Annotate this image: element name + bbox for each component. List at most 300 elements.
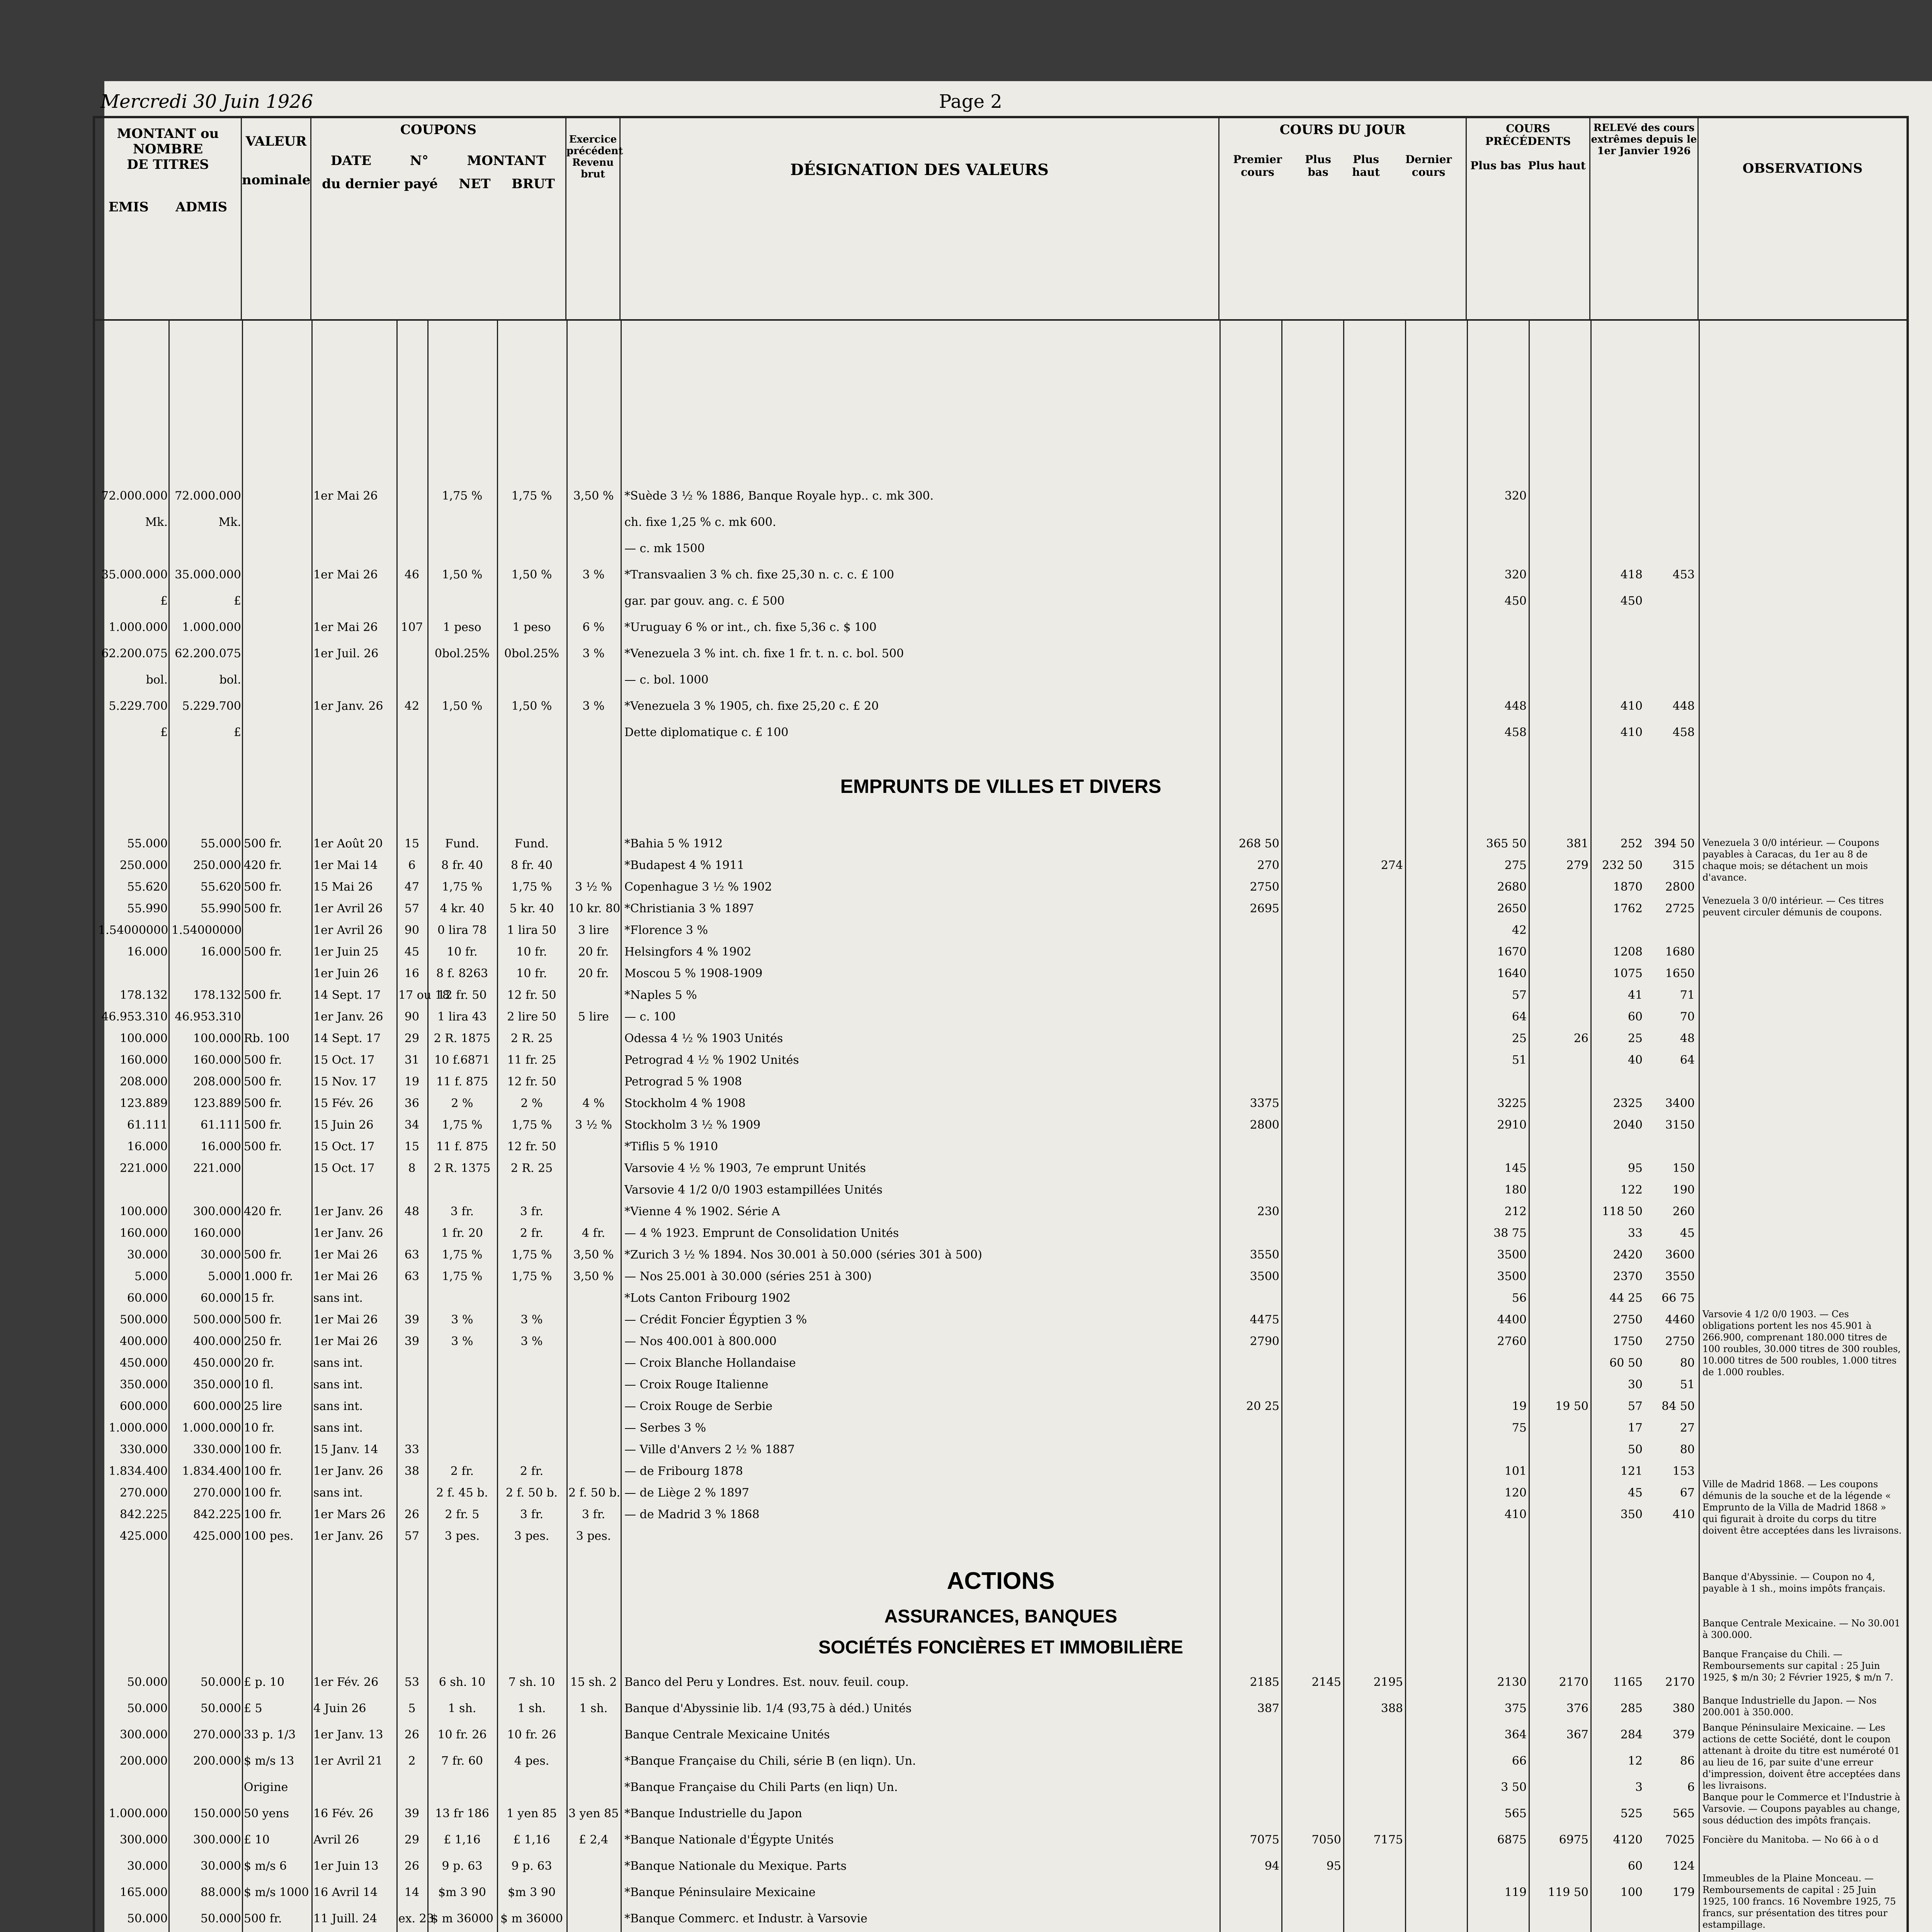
cell-brut: 2 lire 50 (507, 1010, 556, 1024)
table-row (95, 1075, 1906, 1088)
cell-net: 8 fr. 40 (441, 859, 483, 872)
cell-val: 500 fr. (244, 1053, 282, 1067)
cell-rh: 124 (1672, 1859, 1695, 1873)
cell-rh: 66 75 (1662, 1291, 1695, 1305)
cell-date: 1er Mai 26 (313, 621, 378, 634)
cell-n: 33 (404, 1443, 420, 1456)
cell-rb: 1762 (1613, 902, 1643, 915)
cell-emis: 250.000 (119, 859, 168, 872)
cell-net: 2 fr. 5 (445, 1508, 480, 1521)
cell-des: Banque Centrale Mexicaine Unités (624, 1728, 830, 1742)
observation-note: Banque Centrale Mexicaine. — No 30.001 à 300.000. (1702, 1618, 1901, 1640)
table-row (95, 1421, 1906, 1434)
cell-admis: 1.834.400 (182, 1464, 241, 1478)
cell-emis: 300.000 (119, 1833, 168, 1847)
cell-val: 420 fr. (244, 859, 282, 872)
cell-emis: 30.000 (127, 1859, 168, 1873)
cell-date: 1er Juin 25 (313, 945, 379, 959)
cell-emis: 30.000 (127, 1248, 168, 1262)
cell-rb: 2325 (1613, 1097, 1643, 1110)
cell-rh: 458 (1672, 726, 1695, 739)
cell-rh: 150 (1672, 1162, 1695, 1175)
table-row (95, 967, 1906, 980)
cell-net: 13 fr 186 (435, 1807, 489, 1820)
cell-emis: Mk. (145, 515, 168, 529)
cell-rev: 20 fr. (578, 945, 609, 959)
cell-emis: 300.000 (119, 1728, 168, 1742)
cell-emis: 208.000 (119, 1075, 168, 1088)
cell-cb: 38 75 (1493, 1226, 1527, 1240)
table-row (95, 594, 1906, 607)
cell-val: 500 fr. (244, 945, 282, 959)
cell-rb: 121 (1620, 1464, 1643, 1478)
cell-rb: 232 50 (1602, 859, 1643, 872)
cell-rh: 2750 (1665, 1335, 1695, 1348)
cell-val: 500 fr. (244, 1140, 282, 1153)
cell-n: 5 (408, 1702, 416, 1715)
cell-admis: 600.000 (193, 1400, 241, 1413)
cell-admis: 5.000 (208, 1270, 241, 1283)
cell-ph: 2195 (1373, 1675, 1403, 1689)
cell-rh: 64 (1680, 1053, 1695, 1067)
cell-net: 1,50 % (442, 568, 483, 582)
cell-date: 15 Janv. 14 (313, 1443, 378, 1456)
cell-prem: 20 25 (1246, 1400, 1279, 1413)
cell-rev: 20 fr. (578, 967, 609, 980)
cell-cb: 212 (1504, 1205, 1527, 1218)
cell-admis: 221.000 (193, 1162, 241, 1175)
section-assurances: ASSURANCES, BANQUES (884, 1606, 1117, 1627)
cell-cb: 180 (1504, 1183, 1527, 1197)
cell-admis: 1.000.000 (182, 621, 241, 634)
cell-des: Varsovie 4 ½ % 1903, 7e emprunt Unités (624, 1162, 866, 1175)
cell-des: — de Fribourg 1878 (624, 1464, 743, 1478)
cell-emis: 5.000 (134, 1270, 168, 1283)
cell-rev: 6 % (582, 621, 605, 634)
cell-rh: 67 (1680, 1486, 1695, 1500)
cell-des: *Christiania 3 % 1897 (624, 902, 754, 915)
cell-n: 90 (404, 923, 420, 937)
cell-admis: 842.225 (193, 1508, 241, 1521)
cell-emis: 425.000 (119, 1529, 168, 1543)
cell-prem: 3375 (1250, 1097, 1279, 1110)
cell-rb: 418 (1620, 568, 1643, 582)
cell-prem: 2750 (1250, 880, 1279, 894)
cell-date: sans int. (313, 1421, 363, 1435)
cell-rb: 450 (1620, 594, 1643, 608)
cell-rb: 525 (1620, 1807, 1643, 1820)
cell-n: 26 (404, 1728, 420, 1742)
cell-emis: 1.000.000 (109, 621, 168, 634)
cell-cb: 2130 (1497, 1675, 1527, 1689)
cell-des: *Banque Péninsulaire Mexicaine (624, 1886, 816, 1899)
cell-des: *Zurich 3 ½ % 1894. Nos 30.001 à 50.000 (séries 301 à 500) (624, 1248, 982, 1262)
cell-rh: 45 (1680, 1226, 1695, 1240)
cell-emis: 500.000 (119, 1313, 168, 1327)
cell-val: 250 fr. (244, 1335, 282, 1348)
col-valeur: VALEUR nominale (242, 118, 311, 319)
cell-val: 500 fr. (244, 1097, 282, 1110)
cell-admis: 61.111 (201, 1118, 241, 1132)
cell-prem: 94 (1264, 1859, 1279, 1873)
cell-des: *Uruguay 6 % or int., ch. fixe 5,36 c. $ 100 (624, 621, 877, 634)
cell-brut: 12 fr. 50 (507, 1140, 556, 1153)
cell-admis: 55.620 (201, 880, 241, 894)
cell-cb: 275 (1504, 859, 1527, 872)
cell-emis: 100.000 (119, 1205, 168, 1218)
cell-net: 2 % (451, 1097, 473, 1110)
cell-net: 1 sh. (448, 1702, 476, 1715)
cell-date: 1er Janv. 26 (313, 1529, 383, 1543)
cell-admis: £ (233, 726, 241, 739)
cell-net: 1,50 % (442, 699, 483, 713)
table-row (95, 489, 1906, 502)
cell-admis: 300.000 (193, 1205, 241, 1218)
cell-date: 16 Avril 14 (313, 1886, 378, 1899)
cell-date: 1er Janv. 13 (313, 1728, 383, 1742)
cell-cb: 2910 (1497, 1118, 1527, 1132)
cell-net: 1,75 % (442, 1118, 483, 1132)
cell-date: 1er Juin 13 (313, 1859, 379, 1873)
cell-n: 26 (404, 1859, 420, 1873)
cell-cb: 6875 (1497, 1833, 1527, 1847)
cell-n: 34 (404, 1118, 420, 1132)
cell-emis: 72.000.000 (101, 489, 168, 503)
cell-emis: £ (160, 594, 168, 608)
cell-rh: 3400 (1665, 1097, 1695, 1110)
cell-date: 1er Mai 14 (313, 859, 378, 872)
cell-brut: 1 sh. (517, 1702, 546, 1715)
section-societes: SOCIÉTÉS FONCIÈRES ET IMMOBILIÈRE (818, 1637, 1184, 1658)
cell-net: $ m 36000 (430, 1912, 494, 1925)
table-row (95, 1291, 1906, 1304)
cell-brut: Fund. (514, 837, 549, 850)
section-actions: ACTIONS (947, 1568, 1055, 1594)
cell-rb: 4120 (1613, 1833, 1643, 1847)
cell-rev: 3,50 % (573, 1248, 614, 1262)
cell-n: 107 (401, 621, 423, 634)
cell-ch: 381 (1566, 837, 1588, 850)
cell-des: Moscou 5 % 1908-1909 (624, 967, 763, 980)
col-designation: DÉSIGNATION DES VALEURS (621, 118, 1219, 319)
cell-val: 500 fr. (244, 988, 282, 1002)
cell-rh: 565 (1672, 1807, 1695, 1820)
cell-rh: 379 (1672, 1728, 1695, 1742)
cell-val: $ m/s 6 (244, 1859, 287, 1873)
cell-pb: 7050 (1311, 1833, 1341, 1847)
cell-n: 53 (404, 1675, 420, 1689)
cell-net: 12 fr. 50 (437, 988, 487, 1002)
cell-des: — de Madrid 3 % 1868 (624, 1508, 760, 1521)
cell-val: 500 fr. (244, 837, 282, 850)
cell-val: £ 5 (244, 1702, 262, 1715)
cell-rh: 2800 (1665, 880, 1695, 894)
cell-des: Varsovie 4 1/2 0/0 1903 estampillées Unités (624, 1183, 883, 1197)
cell-val: 10 fl. (244, 1378, 274, 1391)
cell-net: 2 f. 45 b. (436, 1486, 488, 1500)
cell-ch: 119 50 (1548, 1886, 1588, 1899)
table-row (95, 1886, 1906, 1899)
table-row (95, 1313, 1906, 1326)
cell-admis: 5.229.700 (182, 699, 241, 713)
col-montant: MONTANT ou NOMBRE DE TITRES EMIS ADMIS (95, 118, 242, 319)
cell-date: sans int. (313, 1291, 363, 1305)
cell-brut: 1,75 % (511, 1270, 552, 1283)
cell-val: 420 fr. (244, 1205, 282, 1218)
cell-admis: 50.000 (201, 1912, 241, 1925)
cell-des: Petrograd 4 ½ % 1902 Unités (624, 1053, 799, 1067)
cell-cb: 101 (1504, 1464, 1527, 1478)
cell-cb: 120 (1504, 1486, 1527, 1500)
cell-des: *Banque Nationale d'Égypte Unités (624, 1833, 834, 1847)
cell-date: 1er Avril 21 (313, 1754, 383, 1768)
cell-rh: 48 (1680, 1032, 1695, 1045)
cell-admis: 30.000 (201, 1248, 241, 1262)
cell-des: *Banque Nationale du Mexique. Parts (624, 1859, 847, 1873)
cell-n: 15 (404, 1140, 420, 1153)
cell-net: 3 % (451, 1335, 473, 1348)
cell-ch: 2170 (1559, 1675, 1588, 1689)
cell-brut: 2 fr. (520, 1464, 544, 1478)
page-number: Page 2 (939, 91, 1002, 112)
cell-admis: 300.000 (193, 1833, 241, 1847)
cell-val: 50 yens (244, 1807, 289, 1820)
table-row (95, 1140, 1906, 1153)
cell-n: 63 (404, 1248, 420, 1262)
cell-date: 1er Mai 26 (313, 1313, 378, 1327)
cell-des: ch. fixe 1,25 % c. mk 600. (624, 515, 776, 529)
cell-val: 25 lire (244, 1400, 282, 1413)
cell-n: 45 (404, 945, 420, 959)
cell-emis: 55.990 (127, 902, 168, 915)
cell-val: 100 fr. (244, 1443, 282, 1456)
cell-ch: 19 50 (1555, 1400, 1588, 1413)
table-row (95, 923, 1906, 937)
cell-prem: 2185 (1250, 1675, 1279, 1689)
cell-des: Stockholm 4 % 1908 (624, 1097, 746, 1110)
observation-note: Banque Industrielle du Japon. — Nos 200.001 à 350.000. (1702, 1695, 1877, 1718)
cell-n: 46 (404, 568, 420, 582)
cell-emis: 123.889 (119, 1097, 168, 1110)
cell-date: Avril 26 (313, 1833, 359, 1847)
cell-net: 1 fr. 20 (441, 1226, 483, 1240)
cell-rh: 1680 (1665, 945, 1695, 959)
observation-note: Ville de Madrid 1868. — Les coupons démunis de la souche et de la légende « Emprunto de la Villa de Madrid 1868 » qui figurait à droite du corps du titre doivent être acceptées dans les livraisons. (1702, 1479, 1902, 1536)
cell-emis: 160.000 (119, 1226, 168, 1240)
cell-rev: 3 ½ % (575, 1118, 612, 1132)
cell-date: 15 Fév. 26 (313, 1097, 374, 1110)
cell-des: *Transvaalien 3 % ch. fixe 25,30 n. c. c. £ 100 (624, 568, 894, 582)
cell-cb: 75 (1512, 1421, 1527, 1435)
col-coupons: COUPONS DATE N° MONTANT du dernier payé NET BRUT (311, 118, 566, 319)
cell-rh: 3600 (1665, 1248, 1695, 1262)
table-row (95, 1728, 1906, 1741)
cell-val: 20 fr. (244, 1356, 275, 1370)
cell-des: Odessa 4 ½ % 1903 Unités (624, 1032, 783, 1045)
cell-emis: 55.620 (127, 880, 168, 894)
cell-date: 1er Mai 26 (313, 1335, 378, 1348)
cell-cb: 51 (1512, 1053, 1527, 1067)
cell-des: *Naples 5 % (624, 988, 697, 1002)
cell-n: 16 (404, 967, 420, 980)
cell-date: 1er Mars 26 (313, 1508, 386, 1521)
cell-net: 8 f. 8263 (436, 967, 488, 980)
cell-brut: 3 fr. (520, 1205, 544, 1218)
cell-admis: 35.000.000 (175, 568, 241, 582)
cell-rh: 4460 (1665, 1313, 1695, 1327)
cell-rev: 3 ½ % (575, 880, 612, 894)
cell-net: 3 fr. (450, 1205, 474, 1218)
cell-rb: 1870 (1613, 880, 1643, 894)
cell-des: *Suède 3 ½ % 1886, Banque Royale hyp.. c. mk 300. (624, 489, 934, 503)
table-row (95, 988, 1906, 1002)
cell-des: *Vienne 4 % 1902. Série A (624, 1205, 780, 1218)
cell-cb: 448 (1504, 699, 1527, 713)
cell-brut: 2 R. 25 (510, 1032, 553, 1045)
cell-date: 14 Sept. 17 (313, 988, 381, 1002)
cell-brut: 5 kr. 40 (509, 902, 554, 915)
table-row (95, 1464, 1906, 1478)
cell-val: 100 fr. (244, 1486, 282, 1500)
cell-brut: 1,75 % (511, 1118, 552, 1132)
cell-rh: 3550 (1665, 1270, 1695, 1283)
cell-brut: 12 fr. 50 (507, 988, 556, 1002)
cell-cb: 458 (1504, 726, 1527, 739)
cell-admis: 46.953.310 (175, 1010, 241, 1024)
cell-n: 39 (404, 1807, 420, 1820)
cell-rb: 60 (1628, 1859, 1643, 1873)
cell-prem: 270 (1257, 859, 1279, 872)
cell-date: 4 Juin 26 (313, 1702, 366, 1715)
cell-net: 1 peso (443, 621, 481, 634)
cell-rev: 1 sh. (579, 1702, 608, 1715)
cell-val: 500 fr. (244, 902, 282, 915)
cell-prem: 268 50 (1239, 837, 1279, 850)
observation-note: Varsovie 4 1/2 0/0 1903. — Ces obligations portent les nos 45.901 à 266.900, comprenant 180.000 titres de 100 roubles, 30.000 titres de 300 roubles, 10.000 titres de 500 roubles, 1.000 titres de 1.000 roubles. (1702, 1309, 1901, 1378)
cell-rb: 118 50 (1602, 1205, 1643, 1218)
cell-des: *Banque Industrielle du Japon (624, 1807, 802, 1820)
cell-date: 11 Juill. 24 (313, 1912, 378, 1925)
cell-date: 16 Fév. 26 (313, 1807, 374, 1820)
cell-des: *Banque Commerc. et Industr. à Varsovie (624, 1912, 867, 1925)
cell-val: 100 pes. (244, 1529, 294, 1543)
cell-net: 11 f. 875 (436, 1075, 488, 1088)
observation-note: Banque pour le Commerce et l'Industrie à Varsovie. — Coupons payables au change, sous déduction des impôts français. (1702, 1792, 1900, 1826)
cell-net: 0 lira 78 (437, 923, 487, 937)
cell-date: 1er Juil. 26 (313, 647, 379, 660)
cell-brut: 7 sh. 10 (508, 1675, 555, 1689)
cell-n: 47 (404, 880, 420, 894)
cell-date: 1er Mai 26 (313, 1270, 378, 1283)
cell-rev: 3 yen 85 (568, 1807, 619, 1820)
table-row (95, 1754, 1906, 1767)
cell-ch: 367 (1566, 1728, 1588, 1742)
cell-cb: 25 (1512, 1032, 1527, 1045)
table-row (95, 1183, 1906, 1196)
cell-admis: 16.000 (201, 945, 241, 959)
cell-net: 10 fr. 26 (437, 1728, 487, 1742)
cell-admis: Mk. (218, 515, 241, 529)
cell-brut: 3 % (520, 1313, 543, 1327)
table-row (95, 1807, 1906, 1820)
table-row (95, 1781, 1906, 1794)
cell-rh: 394 50 (1654, 837, 1695, 850)
cell-rb: 44 25 (1609, 1291, 1643, 1305)
cell-date: sans int. (313, 1356, 363, 1370)
cell-rev: £ 2,4 (578, 1833, 609, 1847)
cell-rb: 100 (1620, 1886, 1643, 1899)
cell-net: 11 f. 875 (436, 1140, 488, 1153)
cell-brut: 0bol.25% (504, 647, 560, 660)
cell-cb: 2680 (1497, 880, 1527, 894)
cell-admis: 50.000 (201, 1702, 241, 1715)
cell-net: $m 3 90 (438, 1886, 486, 1899)
cell-rb: 410 (1620, 699, 1643, 713)
cell-net: 10 f.6871 (434, 1053, 490, 1067)
cell-net: 1 lira 43 (437, 1010, 487, 1024)
cell-net: 6 sh. 10 (439, 1675, 486, 1689)
cell-rb: 17 (1628, 1421, 1643, 1435)
cell-rb: 1750 (1613, 1335, 1643, 1348)
cell-val: 10 fr. (244, 1421, 275, 1435)
cell-date: sans int. (313, 1400, 363, 1413)
cell-rh: 315 (1672, 859, 1695, 872)
table-row (95, 1443, 1906, 1456)
cell-des: *Tiflis 5 % 1910 (624, 1140, 718, 1153)
table-row (95, 1162, 1906, 1175)
cell-admis: 88.000 (201, 1886, 241, 1899)
cell-rh: 80 (1680, 1443, 1695, 1456)
cell-date: 1er Mai 26 (313, 489, 378, 503)
cell-des: *Florence 3 % (624, 923, 708, 937)
cell-date: 15 Mai 26 (313, 880, 373, 894)
section-emprunts: EMPRUNTS DE VILLES ET DIVERS (840, 776, 1162, 797)
cell-emis: 200.000 (119, 1754, 168, 1768)
cell-val: 33 p. 1/3 (244, 1728, 296, 1742)
cell-rb: 25 (1628, 1032, 1643, 1045)
cell-rb: 1165 (1613, 1675, 1643, 1689)
cell-n: 15 (404, 837, 420, 850)
col-observations: OBSERVATIONS (1742, 161, 1863, 176)
cell-admis: 400.000 (193, 1335, 241, 1348)
cell-des: *Budapest 4 % 1911 (624, 859, 745, 872)
cell-rh: 380 (1672, 1702, 1695, 1715)
cell-rh: 410 (1672, 1508, 1695, 1521)
cell-admis: 123.889 (193, 1097, 241, 1110)
cell-n: 29 (404, 1032, 420, 1045)
cell-rh: 2170 (1665, 1675, 1695, 1689)
table-row (95, 1356, 1906, 1369)
cell-rh: 7025 (1665, 1833, 1695, 1847)
cell-n: 57 (404, 902, 420, 915)
cell-rb: 60 50 (1609, 1356, 1643, 1370)
cell-ch: 26 (1573, 1032, 1588, 1045)
cell-prem: 7075 (1250, 1833, 1279, 1847)
table-row (95, 1097, 1906, 1110)
cell-rh: 1650 (1665, 967, 1695, 980)
cell-date: 1er Avril 26 (313, 902, 383, 915)
cell-admis: 16.000 (201, 1140, 241, 1153)
table-row (95, 568, 1906, 581)
cell-emis: 46.953.310 (101, 1010, 168, 1024)
cell-des: Stockholm 3 ½ % 1909 (624, 1118, 761, 1132)
cell-rb: 2370 (1613, 1270, 1643, 1283)
cell-ch: 279 (1566, 859, 1588, 872)
cell-brut: 1,75 % (511, 880, 552, 894)
cell-des: Dette diplomatique c. £ 100 (624, 726, 789, 739)
cell-rb: 30 (1628, 1378, 1643, 1391)
cell-admis: 208.000 (193, 1075, 241, 1088)
